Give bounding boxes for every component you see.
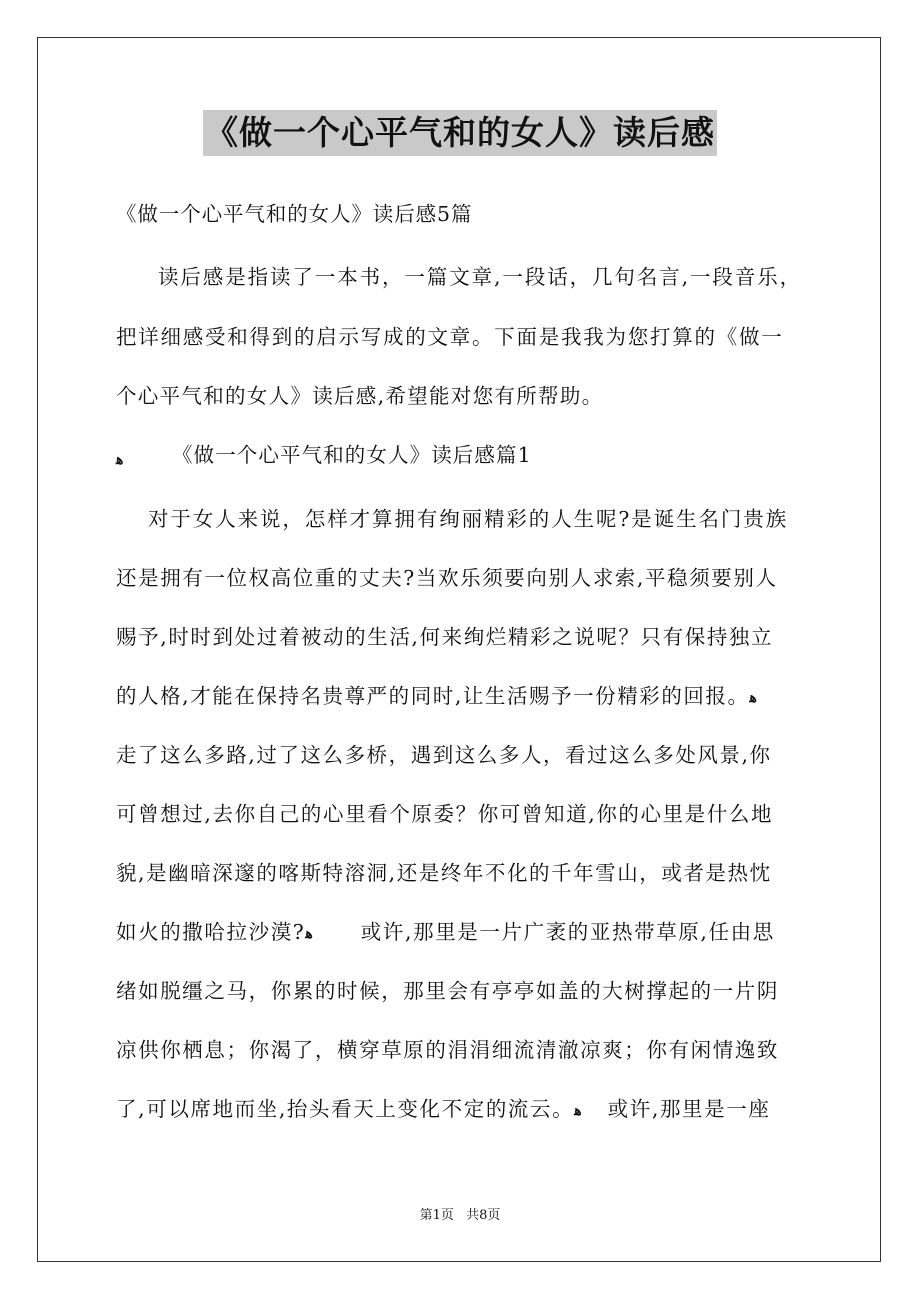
intro-line-2: 把详细感受和得到的启示写成的文章。下面是我我为您打算的《做一 — [116, 325, 784, 349]
paragraph-mark: ﻫ — [574, 1102, 582, 1119]
section-mark: ﻫ — [116, 452, 124, 468]
body-line-8 — [116, 917, 816, 949]
body-line-8-text: 如火的撒哈拉沙漠? — [116, 920, 306, 944]
page-total: 共8页 — [466, 1208, 501, 1223]
body-line-4 — [116, 681, 816, 713]
intro-line-1: 读后感是指读了一本书，一篇文章,一段话，几句名言,一段音乐， — [158, 265, 803, 289]
body-line-1: 对于女人来说，怎样才算拥有绚丽精彩的人生呢?是诞生名门贵族 — [148, 507, 789, 531]
page-number: 第1页 — [419, 1208, 454, 1223]
intro-line-3: 个心平气和的女人》读后感,希望能对您有所帮助。 — [116, 384, 604, 408]
body-line-6: 可曾想过,去你自己的心里看个原委？你可曾知道,你的心里是什么地 — [116, 802, 774, 826]
body-line-11 — [116, 1094, 816, 1126]
body-line-7: 貌,是幽暗深邃的喀斯特溶洞,还是终年不化的千年雪山，或者是热忱 — [116, 861, 772, 885]
body-line-5: 走了这么多路,过了这么多桥，遇到这么多人，看过这么多处风景,你 — [116, 743, 772, 767]
document-title-wrap — [0, 110, 920, 156]
subtitle: 《做一个心平气和的女人》读后感5篇 — [116, 202, 473, 226]
paragraph-mark: ﻫ — [305, 925, 313, 942]
body-line-8-continued: 或许,那里是一片广袤的亚热带草原,任由思 — [360, 920, 775, 944]
paragraph-mark: ﻫ — [749, 689, 757, 706]
body-line-10: 凉供你栖息；你渴了，横穿草原的涓涓细流清澈凉爽；你有闲情逸致 — [116, 1038, 779, 1062]
page-footer — [0, 1207, 920, 1225]
section-heading: 《做一个心平气和的女人》读后感篇1 — [172, 443, 532, 467]
document-title: 《做一个心平气和的女人》读后感 — [203, 110, 717, 156]
body-line-3: 赐予,时时到处过着被动的生活,何来绚烂精彩之说呢？只有保持独立 — [116, 625, 774, 649]
body-line-9: 绪如脱缰之马，你累的时候，那里会有亭亭如盖的大树撑起的一片阴 — [116, 979, 779, 1003]
body-line-4-text: 的人格,才能在保持名贵尊严的同时,让生活赐予一份精彩的回报。 — [116, 684, 750, 708]
body-line-11-text: 了,可以席地而坐,抬头看天上变化不定的流云。 — [116, 1097, 575, 1121]
body-line-11-continued: 或许,那里是一座 — [607, 1097, 771, 1121]
body-line-2: 还是拥有一位权高位重的丈夫?当欢乐须要向别人求索,平稳须要别人 — [116, 566, 778, 590]
